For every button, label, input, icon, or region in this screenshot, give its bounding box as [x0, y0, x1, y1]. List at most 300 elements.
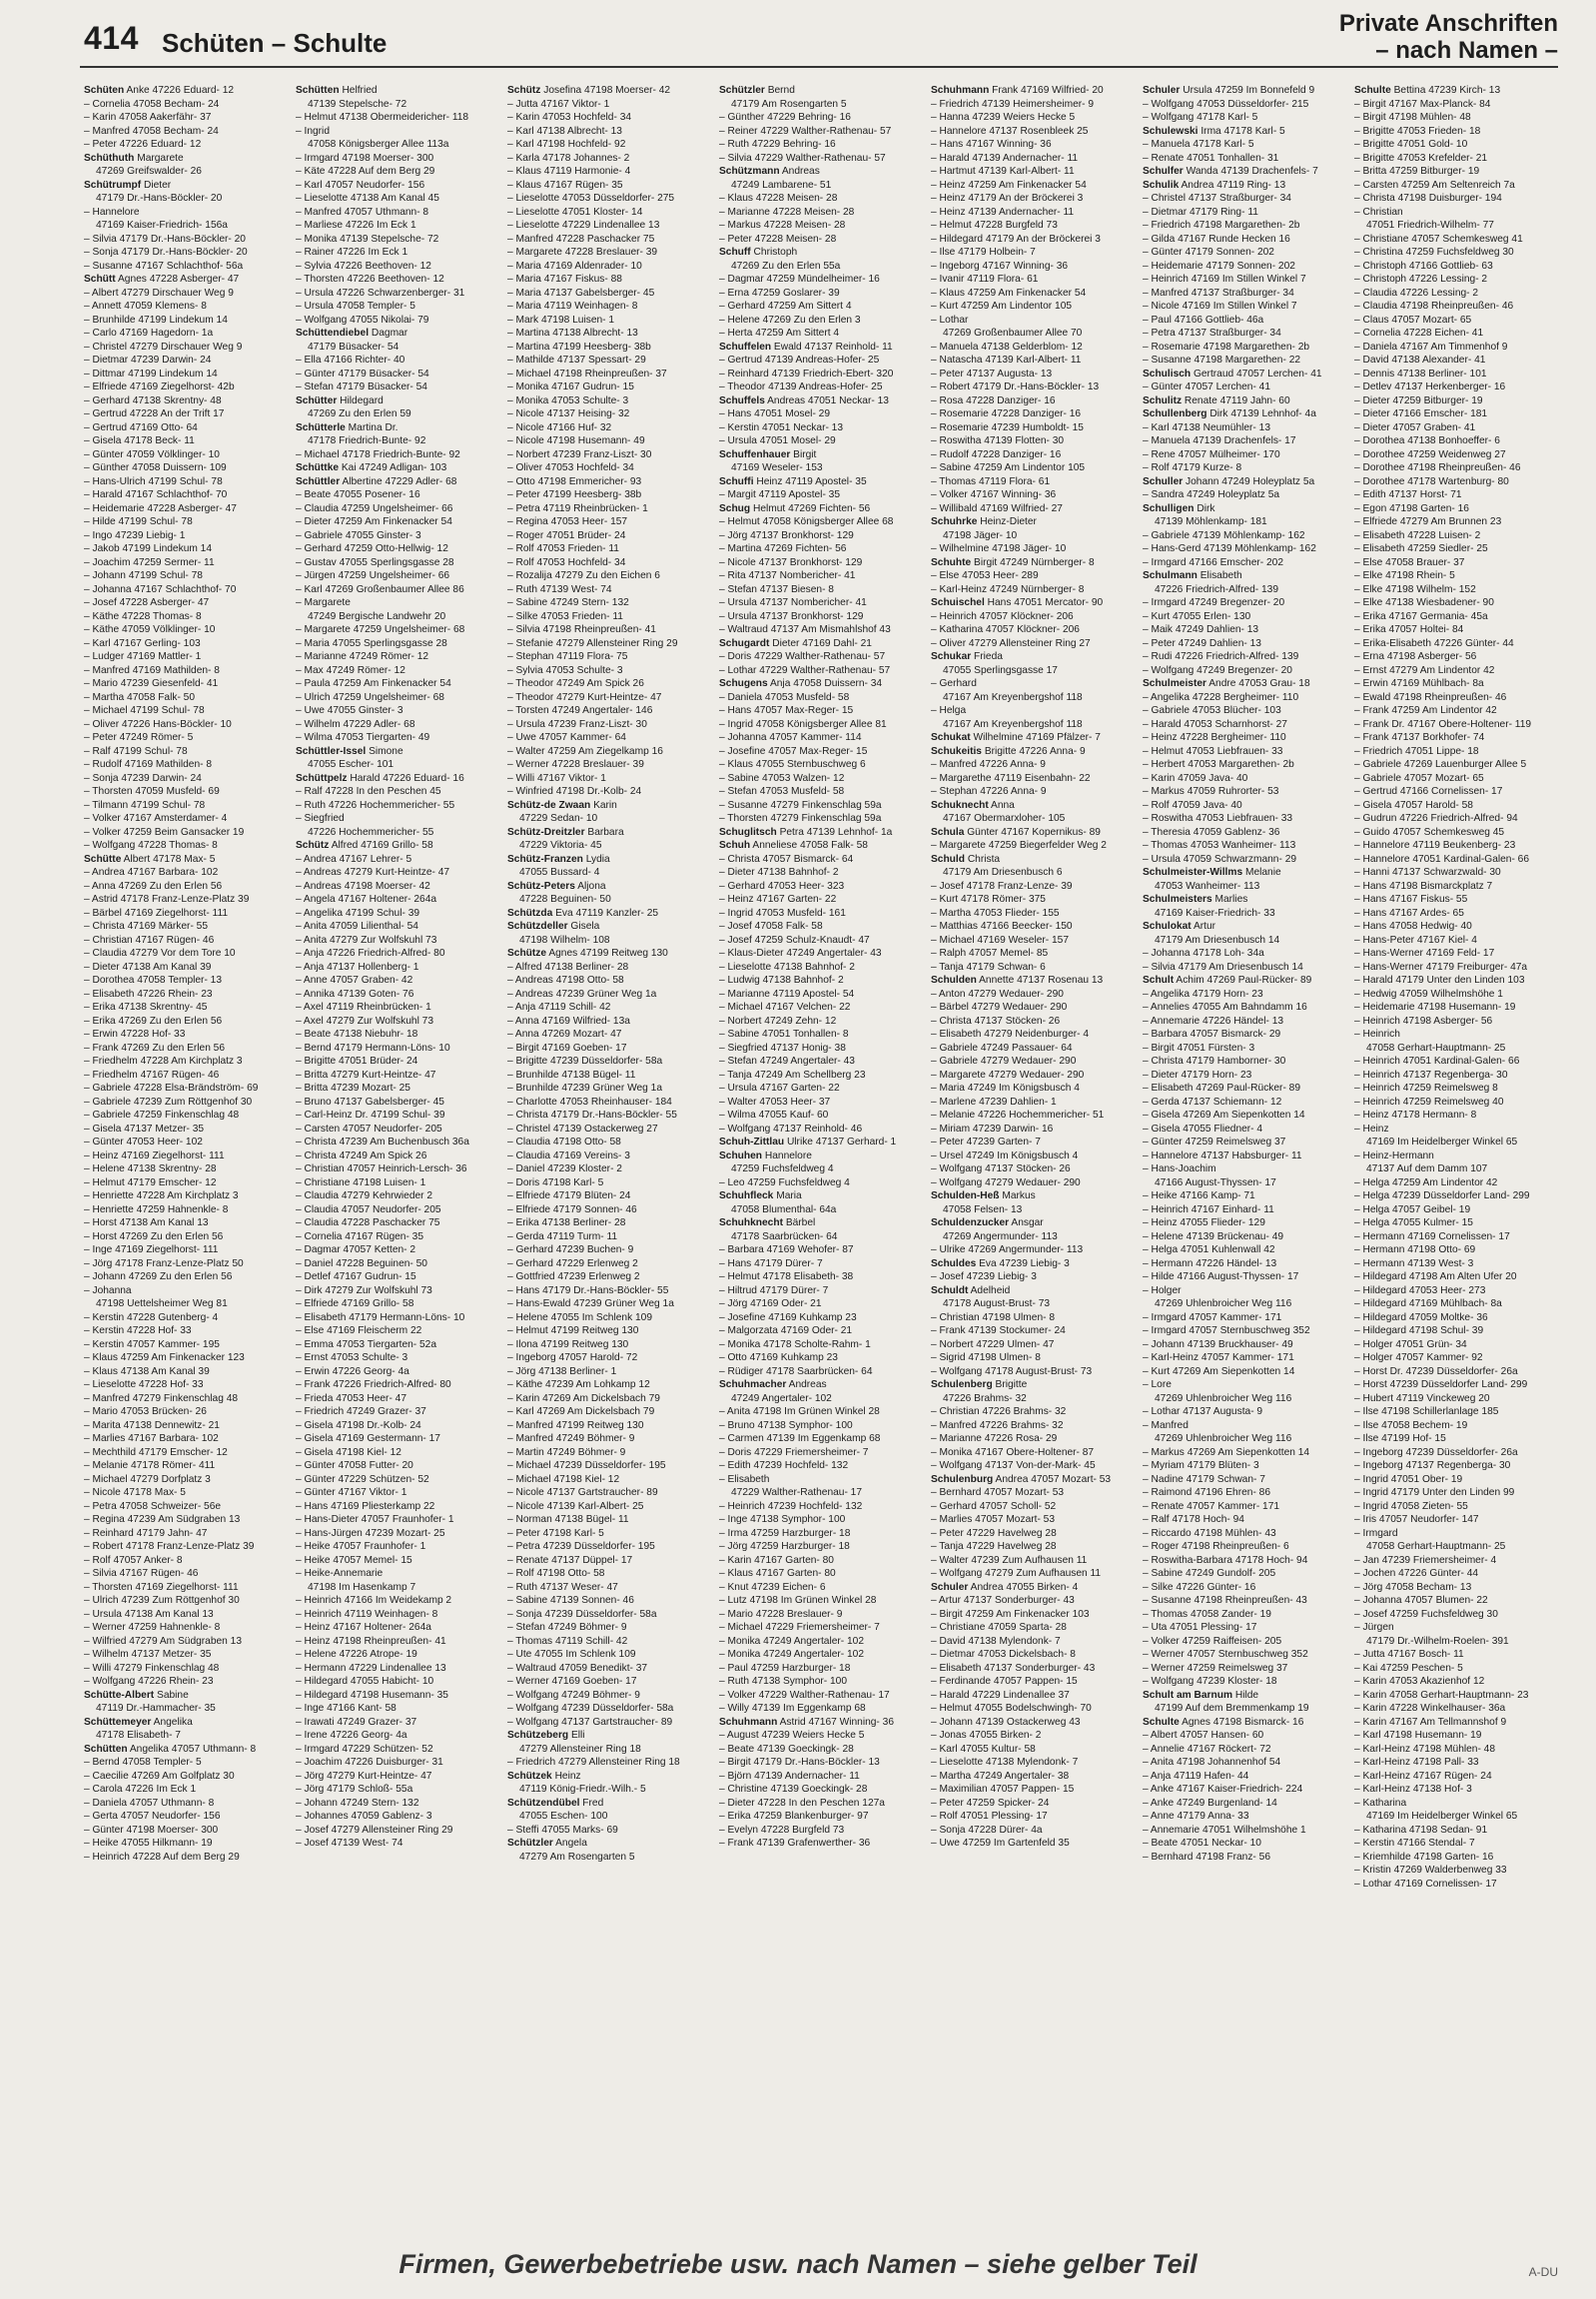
directory-entry	[719, 1378, 925, 1392]
entry-details: – Norman 47138 Bügel- 11	[507, 1514, 629, 1525]
directory-entry	[296, 434, 501, 448]
entry-details: – Albert 47057 Hansen- 60	[1143, 1730, 1264, 1741]
entry-details: Lydia	[585, 853, 610, 865]
directory-entry	[507, 1729, 713, 1743]
entry-details: – Walter 47239 Zum Aufhausen 11	[931, 1554, 1088, 1566]
entry-details: – Ilse 47179 Holbein- 7	[931, 247, 1036, 258]
directory-entry	[507, 664, 713, 678]
directory-entry	[1354, 502, 1560, 516]
entry-details: – Björn 47139 Andernacher- 11	[719, 1770, 860, 1782]
entry-details: Andrea 47119 Ring- 13	[1181, 179, 1286, 191]
entry-details: 47167 Am Kreyenbergshof 118	[943, 691, 1083, 703]
directory-entry	[719, 219, 925, 233]
directory-entry	[931, 434, 1137, 448]
entry-details: – Hanni 47137 Schwarzwald- 30	[1354, 867, 1501, 878]
directory-entry	[719, 1015, 925, 1029]
directory-entry	[1143, 1257, 1348, 1271]
entry-details: – Hans-Gerd 47139 Möhlenkamp- 162	[1143, 543, 1316, 554]
directory-entry	[1354, 920, 1560, 934]
directory-entry	[1354, 745, 1560, 759]
entry-details: Dirk	[1197, 502, 1215, 514]
entry-details: – Christoph 47166 Gottlieb- 63	[1354, 260, 1493, 272]
directory-entry	[296, 1284, 501, 1298]
entry-details: – Lieselotte 47138 Am Kanal 45	[296, 193, 439, 204]
entry-details: – Erna 47259 Goslarer- 39	[719, 287, 840, 299]
entry-details: – Monika 47178 Scholte-Rahm- 1	[719, 1338, 871, 1350]
entry-details: – Günter 47259 Reimelsweg 37	[1143, 1137, 1286, 1148]
entry-details: – Irawati 47249 Grazer- 37	[296, 1716, 417, 1728]
directory-entry	[1143, 1028, 1348, 1042]
entry-details: 47137 Auf dem Damm 107	[1366, 1163, 1488, 1174]
directory-entry	[296, 1243, 501, 1257]
entry-details: – Heinrich 47228 Auf dem Berg 29	[84, 1851, 240, 1863]
directory-entry	[507, 610, 713, 624]
entry-surname: Schüttemeyer	[84, 1716, 152, 1728]
directory-column-7	[1354, 84, 1560, 2217]
entry-details: – Tanja 47249 Am Schellberg 23	[719, 1069, 866, 1081]
directory-entry	[719, 704, 925, 718]
directory-entry	[1354, 623, 1560, 637]
entry-details: – Josef 47239 Liebig- 3	[931, 1271, 1037, 1282]
entry-details: – Gertrud 47228 An der Trift 17	[84, 408, 225, 419]
entry-details: – Paul 47259 Harzburger- 18	[719, 1662, 851, 1674]
entry-details: – Heidemarie 47228 Asberger- 47	[84, 502, 237, 514]
entry-details: – Claudia 47057 Neudorfer- 205	[296, 1203, 441, 1215]
entry-details: – Michael 47198 Rheinpreußen- 37	[507, 368, 667, 380]
entry-details: – Sabine 47139 Sonnen- 46	[507, 1595, 634, 1606]
directory-entry	[1143, 1824, 1348, 1838]
entry-details: – Sigrid 47198 Ulmen- 8	[931, 1352, 1041, 1363]
directory-entry	[719, 1284, 925, 1298]
directory-entry	[1143, 1432, 1348, 1446]
entry-details: – Frank 47226 Friedrich-Alfred- 80	[296, 1379, 451, 1390]
entry-details: – Christian 47198 Ulmen- 8	[931, 1311, 1056, 1323]
directory-entry	[84, 704, 290, 718]
directory-entry	[1143, 1096, 1348, 1110]
directory-entry	[84, 718, 290, 732]
entry-details: – Birgit 47259 Am Finkenacker 103	[931, 1608, 1090, 1620]
entry-details: 47279 Allensteiner Ring 18	[519, 1743, 641, 1755]
entry-details: – Volker 47259 Beim Gansacker 19	[84, 826, 245, 838]
entry-details: – Petra 47119 Rheinbrücken- 1	[507, 502, 648, 514]
directory-entry	[84, 1459, 290, 1473]
directory-entry	[1143, 1554, 1348, 1568]
directory-entry	[1143, 610, 1348, 624]
directory-entry	[1143, 920, 1348, 934]
directory-entry	[507, 839, 713, 853]
directory-entry	[296, 623, 501, 637]
directory-entry	[296, 1446, 501, 1460]
entry-details: – Charlotte 47053 Rheinhauser- 184	[507, 1096, 672, 1108]
entry-details: – Alfred 47138 Berliner- 28	[507, 961, 629, 973]
entry-surname: Schukeitis	[931, 745, 982, 757]
entry-details: – Elfriede 47169 Grillo- 58	[296, 1298, 414, 1309]
entry-details: – Ingeborg 47239 Düsseldorfer- 26a	[1354, 1446, 1518, 1458]
directory-entry	[1354, 1621, 1560, 1635]
directory-entry	[84, 569, 290, 583]
entry-details: – Else 47053 Heer- 289	[931, 570, 1039, 581]
directory-entry	[931, 1392, 1137, 1406]
entry-details: – Inge 47169 Ziegelhorst- 111	[84, 1244, 219, 1255]
directory-entry	[1143, 947, 1348, 961]
directory-entry	[1354, 785, 1560, 799]
directory-entry	[1143, 475, 1348, 489]
entry-details: – Annika 47139 Goten- 76	[296, 988, 414, 1000]
entry-details: Helfried	[342, 85, 378, 96]
entry-details: – Annelie 47167 Röckert- 72	[1143, 1743, 1271, 1755]
entry-details: – Dieter 47259 Am Finkenacker 54	[296, 516, 452, 527]
entry-details: – Hildegard 47059 Moltke- 36	[1354, 1311, 1488, 1323]
directory-entry	[507, 461, 713, 475]
directory-entry	[507, 691, 713, 705]
directory-entry	[84, 434, 290, 448]
entry-surname: Schulmann	[1143, 570, 1197, 581]
directory-entry	[719, 947, 925, 961]
directory-entry	[84, 1608, 290, 1622]
entry-details: 47166 August-Thyssen- 17	[1155, 1176, 1276, 1188]
directory-entry	[296, 1810, 501, 1824]
directory-entry	[296, 354, 501, 368]
entry-details: – Katharina	[1354, 1797, 1407, 1809]
entry-details: – Maria 47169 Aldenrader- 10	[507, 260, 642, 272]
directory-entry	[296, 1716, 501, 1730]
directory-entry	[719, 1770, 925, 1784]
entry-details: Kai 47249 Adligan- 103	[341, 462, 447, 473]
entry-details: – Gisela 47169 Gestermann- 17	[296, 1433, 440, 1444]
entry-details: – Willi 47167 Viktor- 1	[507, 772, 606, 784]
entry-details: – Silvia 47179 Dr.-Hans-Böckler- 20	[84, 233, 246, 245]
directory-entry	[84, 974, 290, 988]
directory-entry	[719, 1527, 925, 1541]
directory-entry	[931, 664, 1137, 678]
entry-details: – Anke 47249 Burgenland- 14	[1143, 1797, 1277, 1809]
directory-entry	[1354, 569, 1560, 583]
entry-details: Anneliese 47058 Falk- 58	[752, 840, 868, 851]
directory-entry	[296, 758, 501, 772]
directory-entry	[1143, 1567, 1348, 1581]
directory-entry	[84, 1015, 290, 1029]
directory-entry	[507, 448, 713, 462]
entry-details: – Elisabeth 47226 Rhein- 23	[84, 988, 213, 1000]
directory-entry	[84, 1150, 290, 1163]
entry-details: – Elisabeth	[719, 1473, 770, 1485]
directory-entry	[931, 1311, 1137, 1325]
entry-details: – Christa 47198 Duisburger- 194	[1354, 193, 1502, 204]
directory-entry	[296, 1028, 501, 1042]
entry-details: – Rita 47137 Nombericher- 41	[719, 570, 856, 581]
entry-details: – Sonja 47239 Darwin- 24	[84, 772, 202, 784]
directory-entry	[1143, 461, 1348, 475]
directory-entry	[296, 1635, 501, 1649]
directory-entry	[931, 341, 1137, 355]
directory-entry	[84, 988, 290, 1002]
directory-entry	[1143, 1446, 1348, 1460]
directory-entry	[296, 368, 501, 382]
directory-entry	[719, 407, 925, 421]
entry-details: – Carola 47226 Im Eck 1	[84, 1784, 197, 1795]
entry-details: – Kurt 47259 Am Lindentor 105	[931, 301, 1073, 312]
entry-surname: Schützdeller	[507, 921, 568, 932]
entry-details: – Heinz 47139 Andernacher- 11	[931, 206, 1075, 218]
entry-details: – Holger 47051 Grün- 34	[1354, 1338, 1467, 1350]
entry-surname: Schulden-Heß	[931, 1190, 1000, 1201]
directory-entry	[296, 772, 501, 786]
entry-details: – Gerhard 47053 Heer- 323	[719, 880, 845, 892]
directory-entry	[1354, 758, 1560, 772]
entry-details: – Erwin 47169 Mühlbach- 8a	[1354, 678, 1484, 689]
entry-details: – Nicole 47169 Im Stillen Winkel 7	[1143, 301, 1297, 312]
directory-entry	[1354, 488, 1560, 502]
entry-details: – Nadine 47179 Schwan- 7	[1143, 1473, 1265, 1485]
directory-entry	[507, 893, 713, 907]
entry-details: – Christel 47137 Straßburger- 34	[1143, 193, 1291, 204]
entry-details: – Michael 47169 Weseler- 157	[931, 934, 1069, 946]
entry-details: – Barbara 47169 Wehofer- 87	[719, 1244, 854, 1255]
directory-entry	[931, 704, 1137, 718]
directory-entry	[507, 1662, 713, 1676]
entry-details: – Brigitte 47053 Krefelder- 21	[1354, 152, 1488, 164]
directory-entry	[296, 1729, 501, 1743]
directory-entry	[507, 1527, 713, 1541]
directory-entry	[507, 1824, 713, 1838]
directory-entry	[296, 1594, 501, 1608]
entry-details: – Anna 47269 Mozart- 47	[507, 1029, 622, 1040]
directory-entry	[1354, 1203, 1560, 1217]
directory-entry	[1354, 718, 1560, 732]
entry-details: Andrea 47055 Birken- 4	[970, 1581, 1079, 1593]
directory-entry	[1143, 1716, 1348, 1730]
directory-entry	[84, 1743, 290, 1757]
directory-entry	[931, 947, 1137, 961]
directory-entry	[84, 731, 290, 745]
entry-details: – Hans 47167 Winning- 36	[931, 139, 1052, 150]
directory-entry	[1354, 1675, 1560, 1689]
entry-surname: Schuffelen	[719, 341, 772, 353]
entry-details: 47269 Uhlenbroicher Weg 116	[1155, 1298, 1292, 1309]
directory-entry	[296, 219, 501, 233]
entry-details: – Helene 47138 Skrentny- 28	[84, 1163, 217, 1174]
directory-entry	[296, 1648, 501, 1662]
directory-entry	[1143, 448, 1348, 462]
entry-details: Aljona	[577, 880, 606, 892]
entry-details: – Elisabeth 47179 Hermann-Löns- 10	[296, 1311, 465, 1323]
entry-details: – Gabriele 47269 Lauenburger Allee 5	[1354, 759, 1527, 770]
entry-details: Markus	[1002, 1190, 1036, 1201]
directory-entry	[1354, 812, 1560, 826]
entry-details: – Karin 47167 Am Tellmannshof 9	[1354, 1716, 1507, 1728]
entry-surname: Schuhmann	[719, 1716, 778, 1728]
directory-entry	[1354, 1594, 1560, 1608]
entry-details: – Uta 47051 Plessing- 17	[1143, 1622, 1257, 1633]
directory-entry	[84, 1702, 290, 1716]
directory-entry	[1143, 1608, 1348, 1622]
entry-details: – Nicole 47137 Gartstraucher- 89	[507, 1487, 658, 1498]
entry-details: – Martha 47058 Falk- 50	[84, 691, 195, 703]
entry-details: – Monika 47053 Schulte- 3	[507, 394, 629, 406]
entry-details: – Gisela 47198 Kiel- 12	[296, 1446, 401, 1458]
directory-entry	[1354, 192, 1560, 206]
entry-details: – Stephan 47226 Anna- 9	[931, 786, 1047, 797]
entry-details: – Karl 47057 Neudorfer- 156	[296, 179, 425, 191]
directory-entry	[1354, 84, 1560, 98]
directory-entry	[84, 1162, 290, 1176]
entry-details: – Markus 47228 Meisen- 28	[719, 220, 846, 231]
entry-details: – Karin 47058 Gerhart-Hauptmann- 23	[1354, 1689, 1529, 1701]
directory-entry	[1143, 1581, 1348, 1595]
entry-details: – David 47138 Mylendonk- 7	[931, 1635, 1061, 1647]
directory-entry	[719, 664, 925, 678]
entry-surname: Schütz-de Zwaan	[507, 799, 591, 811]
entry-details: – Erwin 47228 Hof- 33	[84, 1029, 186, 1040]
entry-details: 47179 Am Driesenbusch 14	[1155, 934, 1280, 946]
entry-details: – Heinrich 47167 Einhard- 11	[1143, 1203, 1274, 1215]
directory-entry	[719, 1136, 925, 1150]
entry-details: – Susanne 47198 Margarethen- 22	[1143, 355, 1301, 366]
entry-surname: Schützeberg	[507, 1730, 569, 1741]
entry-details: – Emma 47053 Tiergarten- 52a	[296, 1338, 437, 1350]
entry-details: – Roger 47051 Brüder- 24	[507, 529, 626, 541]
entry-details: 47198 Uettelsheimer Weg 81	[96, 1298, 228, 1309]
entry-details: – Frank 47259 Am Lindentor 42	[1354, 705, 1497, 716]
directory-entry	[507, 880, 713, 894]
directory-entry	[296, 1743, 501, 1757]
entry-details: – Gilda 47167 Runde Hecken 16	[1143, 233, 1290, 245]
entry-details: – Wilhelm 47137 Metzer- 35	[84, 1649, 212, 1660]
entry-details: – Hans 47167 Fiskus- 55	[1354, 894, 1468, 905]
directory-entry	[84, 1338, 290, 1352]
directory-entry	[719, 1473, 925, 1487]
entry-details: – Ursula 47137 Nombericher- 41	[719, 597, 867, 608]
directory-entry	[1354, 1392, 1560, 1406]
directory-entry	[1143, 98, 1348, 112]
entry-details: – Mario 47228 Breslauer- 9	[719, 1608, 843, 1620]
directory-entry	[296, 812, 501, 826]
directory-entry	[1143, 542, 1348, 556]
entry-surname: Schugardt	[719, 637, 770, 649]
directory-entry	[931, 125, 1137, 139]
directory-entry	[507, 556, 713, 570]
entry-details: – Sabine 47249 Gundolf- 205	[1143, 1568, 1276, 1579]
directory-entry	[1354, 1419, 1560, 1433]
directory-entry	[719, 1459, 925, 1473]
entry-details: – Regina 47053 Heer- 157	[507, 516, 628, 527]
entry-surname: Schütter	[296, 394, 338, 406]
entry-details: – Edith 47137 Horst- 71	[1354, 489, 1462, 500]
directory-entry	[296, 1230, 501, 1244]
entry-details: Andre 47053 Grau- 18	[1208, 678, 1310, 689]
directory-entry	[507, 826, 713, 840]
entry-details: – Karin 47058 Aakerfähr- 37	[84, 112, 212, 123]
entry-details: – Elfriede 47179 Sonnen- 46	[507, 1203, 637, 1215]
directory-entry	[296, 1069, 501, 1083]
directory-entry	[931, 691, 1137, 705]
entry-details: – Roswitha 47139 Flotten- 30	[931, 435, 1065, 446]
entry-surname: Schult am Barnum	[1143, 1689, 1233, 1701]
directory-entry	[84, 448, 290, 462]
entry-details: – Ulrich 47259 Ungelsheimer- 68	[296, 691, 444, 703]
directory-entry	[507, 475, 713, 489]
entry-details: Ursula 47259 Im Bonnefeld 9	[1183, 85, 1315, 96]
directory-entry	[719, 1621, 925, 1635]
entry-details: – Peter 47199 Heesberg- 38b	[507, 489, 642, 500]
entry-details: – Ruth 47137 Weser- 47	[507, 1581, 618, 1593]
directory-entry	[1143, 1797, 1348, 1811]
directory-entry	[1354, 219, 1560, 233]
entry-details: – Maria 47137 Gabelsberger- 45	[507, 287, 655, 299]
entry-surname: Schütz	[296, 840, 330, 851]
directory-entry	[296, 1675, 501, 1689]
directory-entry	[507, 799, 713, 813]
entry-details: – Rolf 47179 Kurze- 8	[1143, 462, 1242, 473]
directory-entry	[1143, 179, 1348, 193]
entry-details: – Peter 47137 Augusta- 13	[931, 368, 1053, 380]
directory-entry	[507, 596, 713, 610]
directory-entry	[507, 1096, 713, 1110]
entry-details: – Sylvia 47226 Beethoven- 12	[296, 260, 431, 272]
entry-details: – Hans-Joachim	[1143, 1163, 1216, 1174]
entry-surname: Schütz-Dreitzler	[507, 826, 585, 838]
entry-details: – Bärbel 47279 Wedauer- 290	[931, 1002, 1068, 1013]
entry-details: – Silke 47226 Günter- 16	[1143, 1581, 1256, 1593]
directory-entry	[84, 556, 290, 570]
directory-entry	[931, 988, 1137, 1002]
directory-entry	[931, 515, 1137, 529]
entry-details: – Ilse 47058 Bechem- 19	[1354, 1419, 1468, 1431]
directory-entry	[931, 556, 1137, 570]
entry-surname: Schulligen	[1143, 502, 1195, 514]
directory-entry	[84, 1203, 290, 1217]
entry-details: – Wolfgang 47279 Wedauer- 290	[931, 1176, 1081, 1188]
entry-details: – Malgorzata 47169 Oder- 21	[719, 1325, 853, 1336]
directory-entry	[507, 1581, 713, 1595]
directory-entry	[84, 691, 290, 705]
entry-details: – Elisabeth 47228 Luisen- 2	[1354, 529, 1481, 541]
directory-entry	[1143, 772, 1348, 786]
entry-details: – Waltraud 47059 Benedikt- 37	[507, 1662, 648, 1674]
directory-entry	[1143, 1419, 1348, 1433]
directory-entry	[1143, 1756, 1348, 1770]
entry-details: – Hedwig 47059 Wilhelmshöhe 1	[1354, 988, 1503, 1000]
entry-details: – Erika 47269 Zu den Erlen 56	[84, 1015, 223, 1027]
entry-details: – Lothar 47169 Cornelissen- 17	[1354, 1878, 1497, 1890]
directory-entry	[1354, 1432, 1560, 1446]
directory-entry	[507, 1203, 713, 1217]
directory-entry	[84, 138, 290, 152]
entry-details: Gertraud 47057 Lerchen- 41	[1193, 368, 1322, 380]
directory-entry	[1143, 1635, 1348, 1649]
directory-entry	[296, 1189, 501, 1203]
entry-details: 47229 Sedan- 10	[519, 813, 598, 824]
directory-entry	[719, 1500, 925, 1514]
entry-surname: Schuhmacher	[719, 1379, 787, 1390]
directory-entry	[84, 920, 290, 934]
directory-entry	[1354, 704, 1560, 718]
entry-details: – Volker 47167 Winning- 36	[931, 489, 1057, 500]
entry-surname: Schulfer	[1143, 166, 1184, 177]
directory-entry	[931, 1473, 1137, 1487]
entry-details: – Manfred 47249 Böhmer- 9	[507, 1433, 635, 1444]
directory-entry	[1354, 461, 1560, 475]
directory-entry	[296, 1365, 501, 1379]
directory-entry	[931, 475, 1137, 489]
entry-details: 47179 Am Rosengarten 5	[731, 98, 847, 110]
entry-details: 47119 Dr.-Hammacher- 35	[96, 1703, 216, 1714]
directory-entry	[84, 866, 290, 880]
entry-surname: Schütten	[296, 85, 340, 96]
entry-details: – Leo 47259 Fuchsfeldweg 4	[719, 1176, 850, 1188]
directory-entry	[296, 731, 501, 745]
entry-details: – Bruno 47138 Symphor- 100	[719, 1419, 853, 1431]
